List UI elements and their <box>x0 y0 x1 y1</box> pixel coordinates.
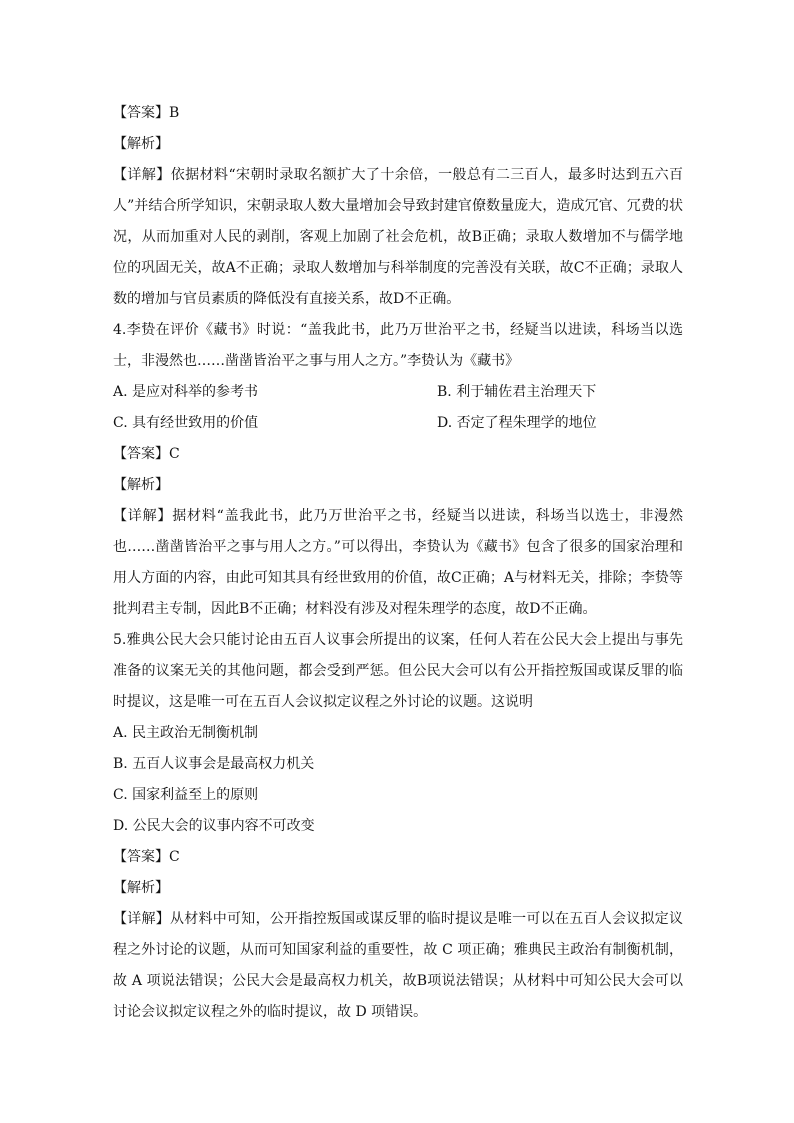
q4-options-row-1 <box>113 377 683 408</box>
q4-option-d: D. 否定了程朱理学的地位 <box>437 415 597 431</box>
q4-answer: 【答案】C <box>113 446 180 462</box>
q5-detail: 【详解】从材料中可知，公开指控叛国或谋反罪的临时提议是唯一可以在五百人会议拟定议程之外讨论的议题，从而可知国家利益的重要性，故 C 项正确；雅典民主政治有制衡机制，故 A 项说法错误；公民大会是最高权力机关，故B项说法错误；从材料中可知公民大会可以讨论会议拟定议程之外的临时提议，故 D 项错误。 <box>113 911 683 1020</box>
q4-option-c: C. 具有经世致用的价值 <box>113 415 259 431</box>
q3-analysis-label: 【解析】 <box>113 136 169 152</box>
q5-option-d: D. 公民大会的议事内容不可改变 <box>113 818 315 834</box>
q4-option-a: A. 是应对科举的参考书 <box>113 384 259 400</box>
q3-detail: 【详解】依据材料“宋朝时录取名额扩大了十余倍，一般总有二三百人，最多时达到五六百人”并结合所学知识，宋朝录取人数大量增加会导致封建官僚数量庞大，造成冗官、冗费的状况，从而加重对人民的剥削，客观上加剧了社会危机，故B正确；录取人数增加不与儒学地位的巩固无关，故A不正确；录取人数增加与科举制度的完善没有关联，故C不正确；录取人数的增加与官员素质的降低没有直接关系，故D不正确。 <box>113 167 683 307</box>
q5-stem: 5.雅典公民大会只能讨论由五百人议事会所提出的议案，任何人若在公民大会上提出与事先准备的议案无关的其他问题，都会受到严惩。但公民大会可以有公开指控叛国或谋反罪的临时提议，这是唯一可在五百人会议拟定议程之外讨论的议题。这说明 <box>113 632 683 710</box>
q5-answer: 【答案】C <box>113 849 180 865</box>
q4-analysis-label: 【解析】 <box>113 477 169 493</box>
q4-option-b: B. 利于辅佐君主治理天下 <box>437 384 597 400</box>
q4-stem: 4.李贽在评价《藏书》时说：“盖我此书，此乃万世治平之书，经疑当以进读，科场当以选士，非漫然也……凿凿皆治平之事与用人之方。”李贽认为《藏书》 <box>113 322 683 369</box>
q5-option-a: A. 民主政治无制衡机制 <box>113 725 259 741</box>
q5-option-c: C. 国家利益至上的原则 <box>113 787 259 803</box>
document-page <box>113 98 683 1028</box>
q3-answer: 【答案】B <box>113 105 180 121</box>
q5-option-b: B. 五百人议事会是最高权力机关 <box>113 756 315 772</box>
q4-options-row-2 <box>113 408 683 439</box>
q4-detail: 【详解】据材料“盖我此书，此乃万世治平之书，经疑当以进读，科场当以选士，非漫然也……凿凿皆治平之事与用人之方。”可以得出，李贽认为《藏书》包含了很多的国家治理和用人方面的内容，由此可知其具有经世致用的价值，故C正确；A与材料无关，排除；李贽等批判君主专制，因此B不正确；材料没有涉及对程朱理学的态度，故D不正确。 <box>113 508 683 617</box>
q5-analysis-label: 【解析】 <box>113 880 169 896</box>
